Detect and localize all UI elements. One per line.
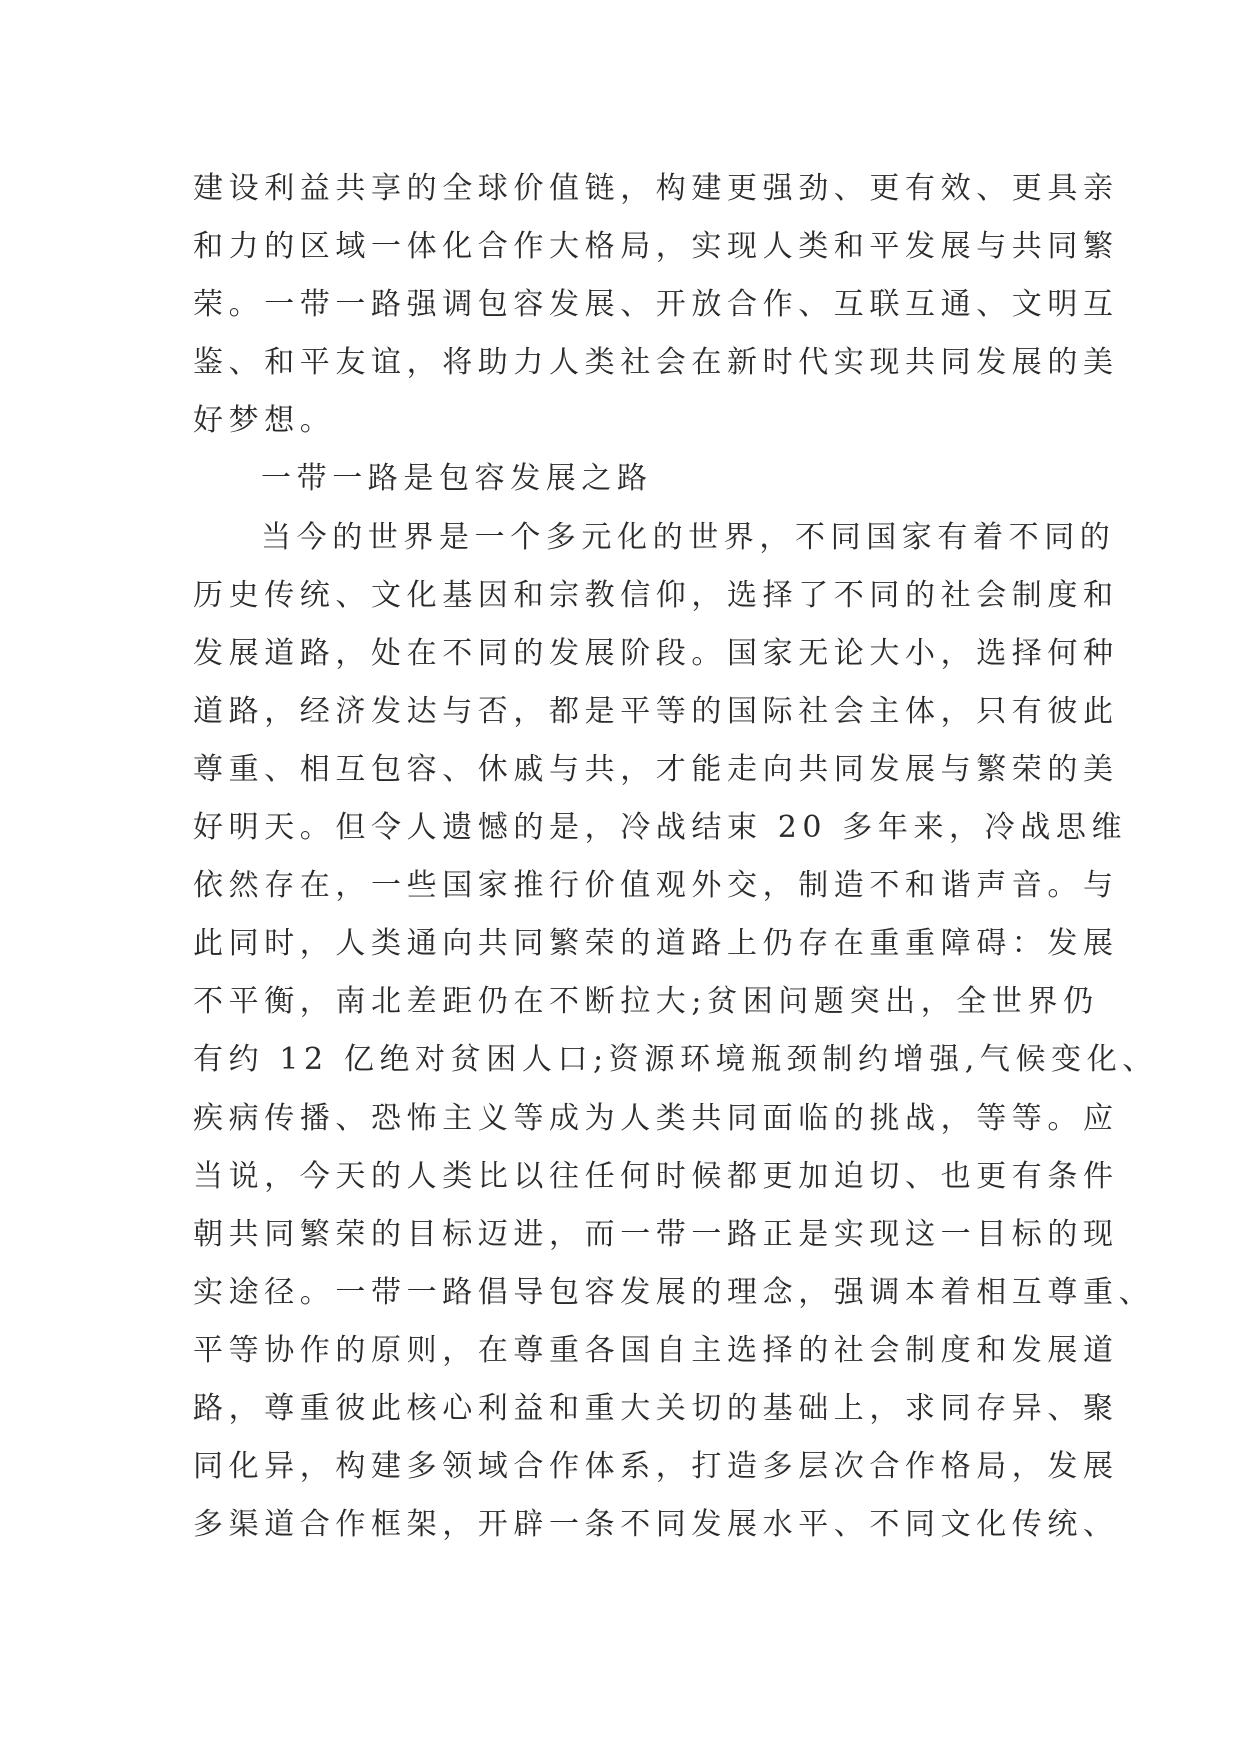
text-line: 建设利益共享的全球价值链，构建更强劲、更有效、更具亲 bbox=[193, 171, 1119, 206]
text-line: 路，尊重彼此核心利益和重大关切的基础上，求同存异、聚 bbox=[193, 1390, 1119, 1426]
text-line: 好梦想。 bbox=[193, 403, 336, 439]
text-line: 和力的区域一体化合作大格局，实现人类和平发展与共同繁 bbox=[193, 229, 1119, 265]
text-line: 当说，今天的人类比以往任何时候都更加迫切、也更有条件 bbox=[193, 1158, 1119, 1194]
text-line: 多渠道合作框架，开辟一条不同发展水平、不同文化传统、 bbox=[193, 1507, 1119, 1543]
text-line: 道路，经济发达与否，都是平等的国际社会主体，只有彼此 bbox=[193, 693, 1119, 729]
text-line: 好明天。但令人遗憾的是，冷战结束 20 多年来，冷战思维 bbox=[193, 810, 1128, 846]
text-line: 平等协作的原则，在尊重各国自主选择的社会制度和发展道 bbox=[193, 1332, 1119, 1368]
text-line: 实途径。一带一路倡导包容发展的理念，强调本着相互尊重、 bbox=[193, 1274, 1155, 1310]
text-line: 鉴、和平友谊，将助力人类社会在新时代实现共同发展的美 bbox=[193, 345, 1119, 381]
text-line: 不平衡，南北差距仍在不断拉大;贫困问题突出，全世界仍 bbox=[193, 984, 1099, 1020]
text-line: 朝共同繁荣的目标迈进，而一带一路正是实现这一目标的现 bbox=[193, 1216, 1119, 1252]
text-line: 历史传统、文化基因和宗教信仰，选择了不同的社会制度和 bbox=[193, 577, 1119, 613]
text-line: 荣。一带一路强调包容发展、开放合作、互联互通、文明互 bbox=[193, 287, 1119, 323]
text-line: 有约 12 亿绝对贫困人口;资源环境瓶颈制约增强,气候变化、 bbox=[193, 1042, 1158, 1078]
document-body bbox=[193, 160, 1158, 1554]
text-line: 尊重、相互包容、休戚与共，才能走向共同发展与繁荣的美 bbox=[193, 751, 1119, 787]
text-line: 疾病传播、恐怖主义等成为人类共同面临的挑战，等等。应 bbox=[193, 1100, 1119, 1136]
text-line: 当今的世界是一个多元化的世界，不同国家有着不同的 bbox=[261, 519, 1116, 555]
section-heading: 一带一路是包容发展之路 bbox=[261, 461, 653, 497]
text-line: 依然存在，一些国家推行价值观外交，制造不和谐声音。与 bbox=[193, 868, 1119, 904]
text-line: 此同时，人类通向共同繁荣的道路上仍存在重重障碍：发展 bbox=[193, 926, 1119, 962]
text-line: 发展道路，处在不同的发展阶段。国家无论大小，选择何种 bbox=[193, 635, 1119, 671]
text-line: 同化异，构建多领域合作体系，打造多层次合作格局，发展 bbox=[193, 1449, 1119, 1485]
